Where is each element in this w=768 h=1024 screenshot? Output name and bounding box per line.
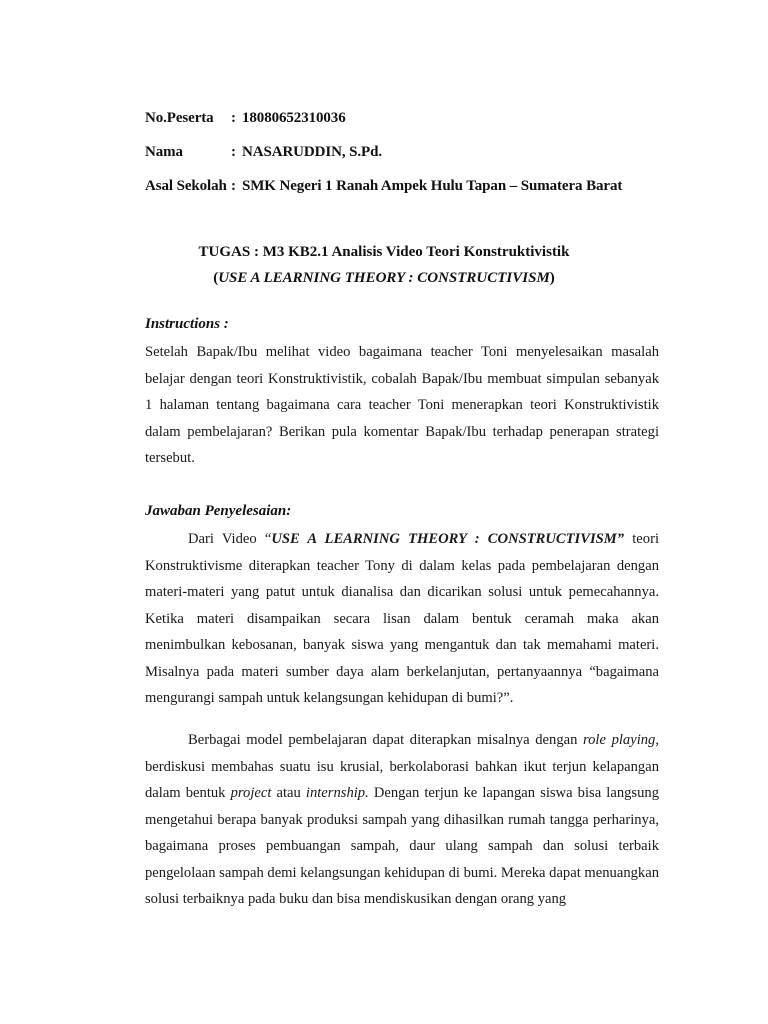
p2-project: project (230, 785, 272, 801)
p2-text-a: Berbagai model pembelajaran dapat diterapkan misalnya dengan (188, 732, 583, 748)
no-peserta-label: No.Peserta (145, 110, 214, 126)
p1-video-title: USE A LEARNING THEORY : CONSTRUCTIVISM” (271, 531, 625, 547)
nama-label: Nama (145, 144, 183, 160)
no-peserta-separator: : (231, 110, 236, 126)
nama-row (145, 144, 382, 161)
asal-sekolah-separator: : (231, 178, 236, 194)
answer-paragraph-2 (145, 727, 659, 913)
asal-sekolah-value: SMK Negeri 1 Ranah Ampek Hulu Tapan – Sumatera Barat (242, 178, 623, 194)
no-peserta-value: 18080652310036 (242, 110, 346, 126)
subtitle-close-paren: ) (549, 270, 555, 286)
no-peserta-row (145, 110, 346, 127)
p2-role-playing: role playing, (583, 732, 659, 748)
asal-sekolah-row (145, 178, 622, 195)
p2-internship: internship. (305, 785, 369, 801)
answer-heading: Jawaban Penyelesaian: (145, 503, 292, 519)
asal-sekolah-label: Asal Sekolah (145, 178, 227, 194)
instructions-paragraph: Setelah Bapak/Ibu melihat video bagaimana teacher Toni menyelesaikan masalah belajar dengan teori Konstruktivistik, cobalah Bapak/Ibu membuat simpulan sebanyak 1 halaman tentang bagaimana cara teacher Toni menerapkan teori Konstruktivistik dalam pembelajaran? Berikan pula komentar Bapak/Ibu terhadap penerapan strategi tersebut. (145, 344, 659, 466)
p2-text-b: berdiskusi membahas suatu isu krusial, berkolaborasi bahkan ikut terjun kelapangan dalam bentuk (145, 758, 659, 801)
instructions-heading: Instructions : (145, 316, 229, 332)
answer-paragraph-1 (145, 526, 659, 712)
subtitle-italic-text: USE A LEARNING THEORY : CONSTRUCTIVISM (218, 270, 550, 286)
p1-intro-text: Dari Video “ (188, 531, 272, 547)
nama-value: NASARUDDIN, S.Pd. (242, 144, 382, 160)
p2-text-c: atau (271, 785, 306, 801)
subtitle-open-paren: ( (213, 270, 219, 286)
p1-body-text: teori Konstruktivisme diterapkan teacher Tony di dalam kelas pada pembelajaran dengan materi-materi yang patut untuk dianalisa dan dicarikan solusi untuk pemecahannya. Ketika materi disampaikan secara lisan dalam bentuk ceramah maka akan menimbulkan kebosanan, banyak siswa yang mengantuk dan tak memahami materi. Misalnya pada materi sumber daya alam berkelanjutan, pertanyaannya “bagaimana mengurangi sampah untuk kelangsungan kehidupan di bumi?”. (145, 531, 659, 706)
document-title: TUGAS : M3 KB2.1 Analisis Video Teori Konstruktivistik (198, 244, 570, 260)
nama-separator: : (231, 144, 236, 160)
document-subtitle (0, 270, 768, 287)
p2-text-d: Dengan terjun ke lapangan siswa bisa langsung mengetahui berapa banyak produksi sampah yang dihasilkan rumah tangga perharinya, bagaimana proses pembuangan sampah, daur ulang sampah dan solusi terbaik pengelolaan sampah demi kelangsungan kehidupan di bumi. Mereka dapat menuangkan solusi terbaiknya pada buku dan bisa mendiskusikan dengan orang yang (145, 785, 659, 907)
